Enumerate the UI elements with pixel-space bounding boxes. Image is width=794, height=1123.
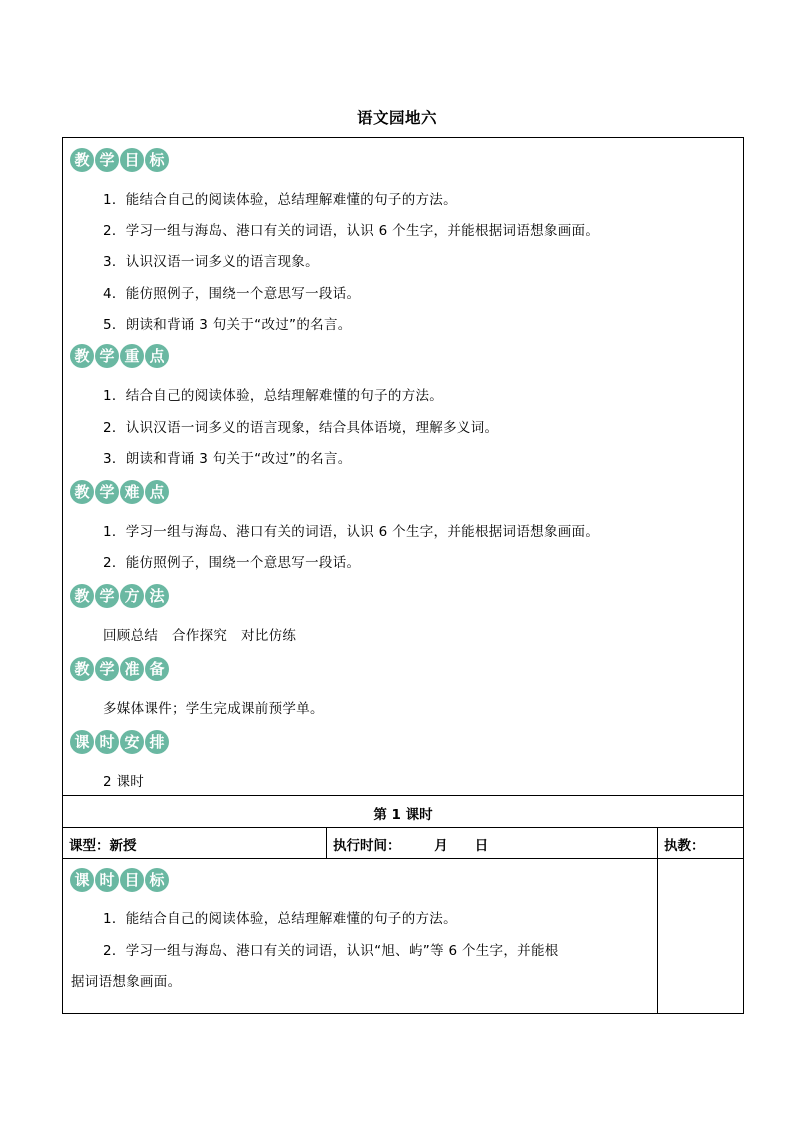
badge-char: 安 [120,730,144,754]
badge-char: 时 [95,730,119,754]
divider-col-teacher [657,827,658,1014]
badge-char: 教 [70,480,94,504]
lesson-objective-item: 2．学习一组与海岛、港口有关的词语，认识“旭、屿”等 6 个生字，并能根 [103,943,559,959]
badge-char: 学 [95,344,119,368]
objective-item: 5．朗读和背诵 3 句关于“改过”的名言。 [103,317,352,333]
key-point-item: 1．结合自己的阅读体验，总结理解难懂的句子的方法。 [103,388,444,404]
badge-char: 教 [70,657,94,681]
key-point-item: 2．认识汉语一词多义的语言现象，结合具体语境，理解多义词。 [103,420,499,436]
divider-lesson-body [63,858,743,859]
badge-char: 时 [95,868,119,892]
badge-char: 学 [95,148,119,172]
badge-char: 准 [120,657,144,681]
badge-char: 标 [145,148,169,172]
difficulty-item: 1．学习一组与海岛、港口有关的词语，认识 6 个生字，并能根据词语想象画面。 [103,524,600,540]
section-badge-methods [70,584,169,608]
badge-char: 学 [95,657,119,681]
badge-char: 备 [145,657,169,681]
badge-char: 学 [95,584,119,608]
divider-lesson-info [63,827,743,828]
badge-char: 排 [145,730,169,754]
badge-char: 教 [70,584,94,608]
badge-char: 目 [120,868,144,892]
lesson-type: 课型：新授 [69,838,137,854]
divider-col-type [326,827,327,858]
badge-char: 点 [145,344,169,368]
badge-char: 难 [120,480,144,504]
lesson-teacher: 执教： [664,838,705,854]
section-badge-objectives [70,148,169,172]
divider-lesson-heading [63,795,743,796]
section-badge-preparation [70,657,169,681]
section-badge-difficulties [70,480,169,504]
lesson-heading: 第 1 课时 [373,807,433,823]
section-badge-schedule [70,730,169,754]
objective-item: 3．认识汉语一词多义的语言现象。 [103,254,319,270]
methods-text: 回顾总结 合作探究 对比仿练 [103,628,297,644]
badge-char: 教 [70,344,94,368]
badge-char: 课 [70,730,94,754]
badge-char: 教 [70,148,94,172]
objective-item: 1．能结合自己的阅读体验，总结理解难懂的句子的方法。 [103,192,457,208]
preparation-text: 多媒体课件；学生完成课前预学单。 [103,701,324,717]
objective-item: 2．学习一组与海岛、港口有关的词语，认识 6 个生字，并能根据词语想象画面。 [103,223,600,239]
badge-char: 法 [145,584,169,608]
lesson-plan-table [62,137,744,1014]
key-point-item: 3．朗读和背诵 3 句关于“改过”的名言。 [103,451,352,467]
difficulty-item: 2．能仿照例子，围绕一个意思写一段话。 [103,555,361,571]
section-badge-lesson-objectives [70,868,169,892]
lesson-time: 执行时间： 月 日 [333,838,489,854]
page-title: 语文园地六 [356,109,437,127]
badge-char: 点 [145,480,169,504]
lesson-objective-item: 1．能结合自己的阅读体验，总结理解难懂的句子的方法。 [103,911,457,927]
section-badge-key-points [70,344,169,368]
badge-char: 学 [95,480,119,504]
badge-char: 目 [120,148,144,172]
badge-char: 方 [120,584,144,608]
lesson-objective-item: 据词语想象画面。 [71,974,182,990]
badge-char: 标 [145,868,169,892]
objective-item: 4．能仿照例子，围绕一个意思写一段话。 [103,286,361,302]
badge-char: 重 [120,344,144,368]
schedule-text: 2 课时 [103,774,145,790]
badge-char: 课 [70,868,94,892]
